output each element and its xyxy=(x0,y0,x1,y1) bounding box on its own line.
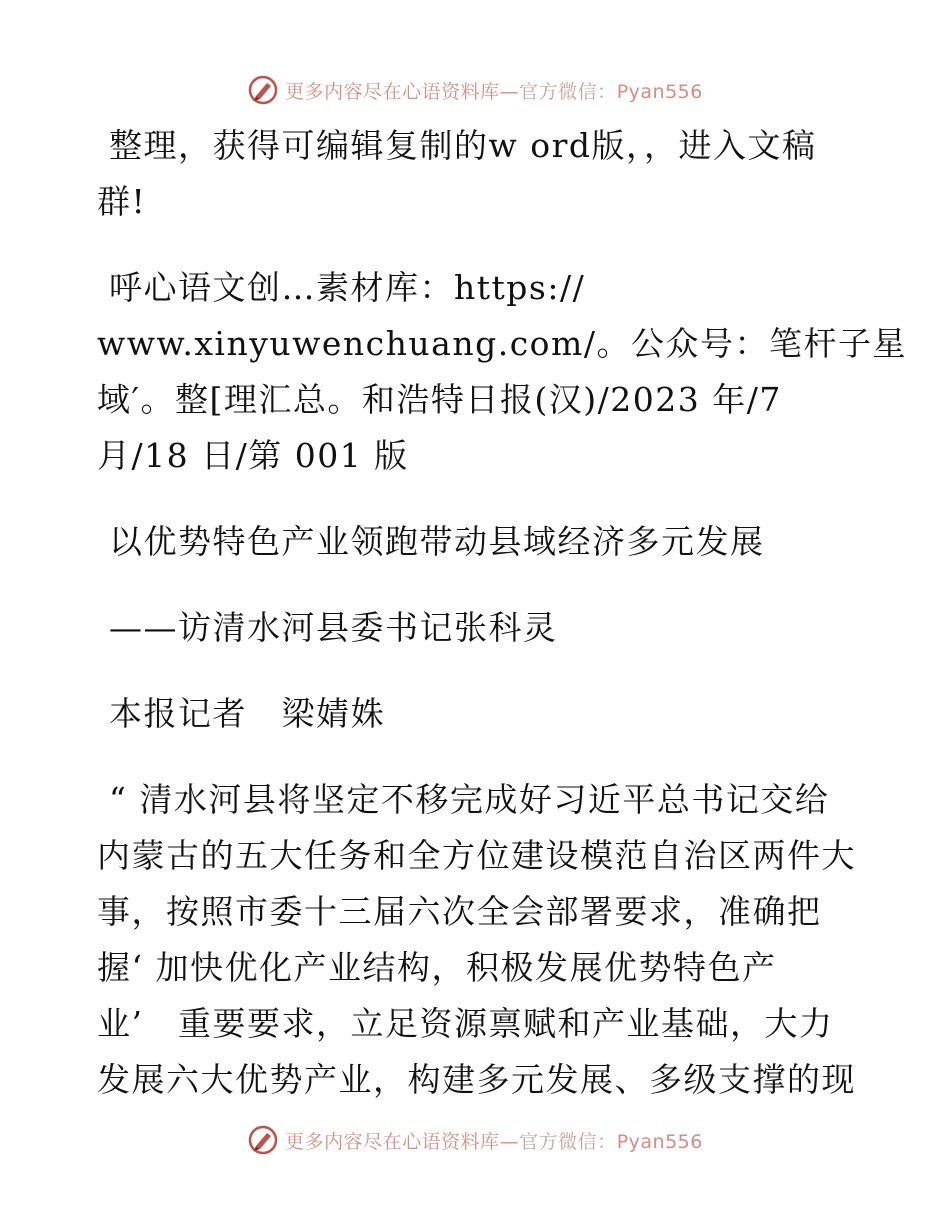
paragraph-intro xyxy=(97,118,857,230)
watermark-wechat-label: 官方微信： xyxy=(519,1130,617,1153)
text-line: 域′。整[理汇总。和浩特日报(汉)/2023 年/7 xyxy=(97,380,782,419)
text-line: “ 清水河县将坚定不移完成好习近平总书记交给 xyxy=(109,780,830,819)
watermark-wechat-id: Pyan556 xyxy=(616,80,703,103)
text-line: 握‘ 加快优化产业结构，积极发展优势特色产 xyxy=(97,948,777,987)
text-line: www.xinyuwenchuang.com/。公众号：笔杆子星 xyxy=(97,324,907,363)
watermark-dash: — xyxy=(499,80,520,103)
watermark-text xyxy=(285,1127,703,1154)
text-line: 内蒙古的五大任务和全方位建设模范自治区两件大 xyxy=(97,836,856,875)
watermark-wechat-id: Pyan556 xyxy=(616,1130,703,1153)
text-line: 群! xyxy=(97,182,147,221)
pen-logo-icon xyxy=(247,1124,279,1156)
text-line: 业’ 重要要求，立足资源禀赋和产业基础，大力 xyxy=(97,1004,834,1043)
paragraph-quote xyxy=(97,772,857,1108)
header-watermark xyxy=(0,70,950,110)
text-line: 呼心语文创…素材库：https:// xyxy=(109,268,586,307)
paragraph-source xyxy=(97,260,907,484)
watermark-text xyxy=(285,77,703,104)
text-line: 事，按照市委十三届六次全会部署要求，准确把 xyxy=(97,892,822,931)
article-title: 以优势特色产业领跑带动县域经济多元发展 xyxy=(109,522,765,561)
text-line: 整理，获得可编辑复制的w ord版，，进入文稿 xyxy=(109,126,817,165)
pen-logo-icon xyxy=(247,74,279,106)
article-subtitle: ——访清水河县委书记张科灵 xyxy=(109,608,558,647)
article-byline: 本报记者 梁婧姝 xyxy=(109,694,385,733)
text-line: 月/18 日/第 001 版 xyxy=(97,436,409,475)
watermark-dash: — xyxy=(499,1130,520,1153)
watermark-main: 更多内容尽在心语资料库 xyxy=(285,80,500,103)
text-line: 发展六大优势产业，构建多元发展、多级支撑的现 xyxy=(97,1060,856,1099)
watermark-wechat-label: 官方微信： xyxy=(519,80,617,103)
footer-watermark xyxy=(0,1120,950,1160)
document-body xyxy=(97,118,907,1108)
watermark-main: 更多内容尽在心语资料库 xyxy=(285,1130,500,1153)
